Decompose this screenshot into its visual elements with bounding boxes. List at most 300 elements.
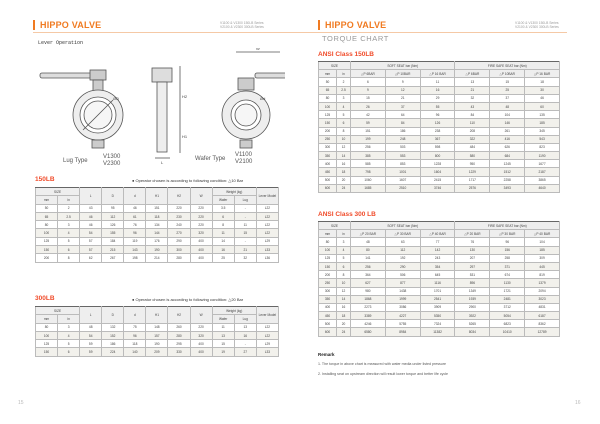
table-cell: 59 bbox=[80, 340, 102, 348]
table-cell: 627 bbox=[351, 279, 386, 287]
table-cell: FIRE SAFE SEAT bar (Nm) bbox=[455, 62, 560, 70]
table-row bbox=[36, 348, 279, 356]
table-cell: 57 bbox=[80, 237, 102, 245]
table-cell: 14 bbox=[212, 237, 234, 245]
table-cell: - bbox=[234, 212, 256, 220]
table-cell: 55 bbox=[420, 102, 455, 110]
table-cell: - bbox=[234, 340, 256, 348]
table-cell: 6 bbox=[337, 119, 351, 127]
table-cell: L22 bbox=[256, 229, 278, 237]
table-row bbox=[319, 238, 560, 246]
table-cell: 5 bbox=[58, 237, 80, 245]
table-cell: 1349 bbox=[455, 287, 490, 295]
table-cell: 11 bbox=[420, 78, 455, 86]
brand-logo: HIPPO VALVE bbox=[318, 20, 386, 30]
table-cell: 238 bbox=[420, 127, 455, 135]
table-cell: 585 bbox=[351, 160, 386, 168]
table-row bbox=[319, 328, 560, 336]
table-cell: Wafer bbox=[212, 196, 234, 204]
table-cell: 59 bbox=[80, 348, 102, 356]
table-cell: H1 bbox=[146, 307, 168, 324]
table-cell: 84 bbox=[455, 111, 490, 119]
table-cell: 84 bbox=[385, 119, 420, 127]
table-cell: 1717 bbox=[455, 176, 490, 184]
table-cell: L22 bbox=[256, 221, 278, 229]
table-cell: 220 bbox=[190, 323, 212, 331]
table-cell: 400 bbox=[190, 246, 212, 254]
table-cell: 150 bbox=[36, 348, 58, 356]
table-cell: 9 bbox=[351, 86, 386, 94]
table-cell: 59 bbox=[351, 119, 386, 127]
series-line: V2100 & V2300 300LB Series bbox=[220, 25, 264, 29]
table-cell: in bbox=[337, 230, 351, 238]
table-cell: 75 bbox=[124, 323, 146, 331]
table-cell: 684 bbox=[490, 152, 525, 160]
table-cell: 118 bbox=[146, 212, 168, 220]
wafer-type-label: Wafer Type bbox=[195, 156, 226, 162]
table-cell: 600 bbox=[319, 328, 337, 336]
table-cell: 6187 bbox=[525, 312, 560, 320]
table-cell: 503 bbox=[385, 143, 420, 151]
table-cell: 32 bbox=[234, 254, 256, 262]
table-cell: mm bbox=[319, 70, 337, 78]
table-cell: 450 bbox=[319, 312, 337, 320]
table-cell: 6 bbox=[212, 212, 234, 220]
table-cell: FIRE SAFE SEAT bar (Nm) bbox=[455, 222, 560, 230]
table-cell: 125 bbox=[36, 237, 58, 245]
table-cell: 8 bbox=[212, 221, 234, 229]
table-cell: 267 bbox=[102, 254, 124, 262]
table-cell: D bbox=[102, 188, 124, 205]
table-cell: △P 30 BAR bbox=[385, 230, 420, 238]
table-cell: 320 bbox=[190, 229, 212, 237]
table-cell: 215 bbox=[102, 246, 124, 254]
table-cell: 1868 bbox=[351, 295, 386, 303]
table-cell: 553 bbox=[385, 152, 420, 160]
table-row bbox=[319, 295, 560, 303]
table-cell: 13 bbox=[212, 331, 234, 339]
table-cell: 6823 bbox=[490, 320, 525, 328]
table-cell: H2 bbox=[168, 188, 190, 205]
table-cell: △P 16 BAR bbox=[525, 70, 560, 78]
table-cell: 126 bbox=[102, 221, 124, 229]
table-cell: 1939 bbox=[455, 295, 490, 303]
table-cell: 1228 bbox=[420, 160, 455, 168]
table-cell: 46 bbox=[80, 212, 102, 220]
table-cell: 600 bbox=[319, 184, 337, 192]
operator-note-text: Operator chosen is according to following condition: △20 Bar bbox=[135, 297, 244, 302]
operator-note: ● Operator chosen is according to following condition: △10 Bar bbox=[132, 178, 244, 183]
table-cell: 500 bbox=[319, 320, 337, 328]
table-cell: SOFT SEAT bar (Nm) bbox=[351, 222, 455, 230]
table-cell: mm bbox=[36, 315, 58, 323]
table-cell: L33 bbox=[256, 246, 278, 254]
table-cell: 2.5 bbox=[337, 86, 351, 94]
table-header-row bbox=[36, 307, 279, 315]
table-cell: 980 bbox=[351, 287, 386, 295]
table-cell: 250 bbox=[319, 279, 337, 287]
table-cell: 140 bbox=[124, 348, 146, 356]
valve-drawing bbox=[35, 48, 285, 173]
table-cell: △P 40 BAR bbox=[525, 230, 560, 238]
table-cell: 95 bbox=[102, 204, 124, 212]
section-title: Lever Operation bbox=[38, 40, 84, 46]
table-cell: 8984 bbox=[385, 328, 420, 336]
table-cell: 2 bbox=[337, 78, 351, 86]
table-cell: 12 bbox=[337, 287, 351, 295]
table-cell: 258 bbox=[490, 254, 525, 262]
table-cell: 5 bbox=[337, 254, 351, 262]
table-cell: in bbox=[58, 196, 80, 204]
table-cell: 104 bbox=[490, 111, 525, 119]
table-cell: 11 bbox=[212, 323, 234, 331]
table-cell: L36 bbox=[256, 254, 278, 262]
table-cell: 500 bbox=[319, 176, 337, 184]
table-cell: 240 bbox=[168, 221, 190, 229]
table-cell: 385 bbox=[351, 152, 386, 160]
table-cell: 2258 bbox=[490, 176, 525, 184]
table-cell: 8 bbox=[337, 127, 351, 135]
table-cell: 144 bbox=[146, 229, 168, 237]
table-cell: 224 bbox=[102, 348, 124, 356]
table-150lb-title: 150LB bbox=[35, 176, 55, 183]
table-cell: d bbox=[124, 307, 146, 324]
table-cell: 877 bbox=[385, 279, 420, 287]
table-cell: 6580 bbox=[351, 328, 386, 336]
table-cell: 260 bbox=[168, 323, 190, 331]
table-cell: △P 10BAR bbox=[385, 70, 420, 78]
table-cell: 506 bbox=[385, 271, 420, 279]
table-cell: 5350 bbox=[420, 312, 455, 320]
table-cell: 800 bbox=[420, 152, 455, 160]
table-cell: 42 bbox=[351, 111, 386, 119]
table-cell: 400 bbox=[190, 340, 212, 348]
table-cell: 309 bbox=[525, 254, 560, 262]
table-cell: 243 bbox=[420, 254, 455, 262]
table-cell: 24 bbox=[337, 328, 351, 336]
table-cell: 4 bbox=[58, 331, 80, 339]
table-cell: D bbox=[102, 307, 124, 324]
table-cell: 76 bbox=[455, 238, 490, 246]
table-cell: 151 bbox=[146, 204, 168, 212]
dim-H2: H2 bbox=[182, 94, 188, 99]
table-cell: 13 bbox=[234, 323, 256, 331]
table-cell: 80 bbox=[319, 238, 337, 246]
table-cell: 15 bbox=[234, 229, 256, 237]
table-cell: 950 bbox=[455, 160, 490, 168]
table-row bbox=[36, 221, 279, 229]
table-cell: 5 bbox=[58, 340, 80, 348]
table-cell: 300 bbox=[319, 287, 337, 295]
table-row bbox=[319, 119, 560, 127]
table-cell: 295 bbox=[168, 340, 190, 348]
table-cell: 157 bbox=[146, 331, 168, 339]
table-row bbox=[319, 279, 560, 287]
table-cell: L bbox=[80, 188, 102, 205]
table-cell: 48 bbox=[490, 102, 525, 110]
table-cell: W bbox=[190, 188, 212, 205]
table-cell: 100 bbox=[36, 229, 58, 237]
table-cell: 2481 bbox=[490, 295, 525, 303]
table-cell: - bbox=[234, 204, 256, 212]
table-cell: 220 bbox=[190, 204, 212, 212]
table-cell: 400 bbox=[319, 303, 337, 311]
table-cell: 185 bbox=[525, 119, 560, 127]
table-cell: 50 bbox=[36, 204, 58, 212]
table-cell: 60 bbox=[525, 102, 560, 110]
torque-table-150lb bbox=[318, 61, 560, 193]
table-cell: 46 bbox=[124, 204, 146, 212]
table-cell: 43 bbox=[455, 102, 490, 110]
table-cell: 77 bbox=[420, 238, 455, 246]
torque-300lb-title: ANSI Class 300 LB bbox=[318, 211, 376, 218]
table-cell: W bbox=[190, 307, 212, 324]
table-row bbox=[319, 152, 560, 160]
table-cell: 152 bbox=[102, 331, 124, 339]
table-cell: 1604 bbox=[420, 168, 455, 176]
table-cell: 1721 bbox=[490, 287, 525, 295]
table-cell: 626 bbox=[490, 143, 525, 151]
table-cell: 3493 bbox=[490, 184, 525, 192]
table-cell: 1190 bbox=[525, 152, 560, 160]
table-cell: 132 bbox=[102, 323, 124, 331]
table-row bbox=[36, 246, 279, 254]
table-cell: 184 bbox=[102, 237, 124, 245]
table-cell: 330 bbox=[168, 348, 190, 356]
table-row bbox=[319, 271, 560, 279]
table-cell: 896 bbox=[455, 279, 490, 287]
table-cell: 320 bbox=[190, 331, 212, 339]
table-cell: 1701 bbox=[420, 287, 455, 295]
table-cell: 37 bbox=[490, 94, 525, 102]
lug-type-label: Lug Type bbox=[63, 158, 88, 164]
table-cell: 1685 bbox=[351, 184, 386, 192]
table-cell: 190 bbox=[146, 246, 168, 254]
table-cell: 8362 bbox=[525, 320, 560, 328]
table-cell: 371 bbox=[490, 262, 525, 270]
table-cell: △P 20 BAR bbox=[455, 230, 490, 238]
table-cell: 142 bbox=[420, 246, 455, 254]
table-cell: 350 bbox=[319, 295, 337, 303]
table-cell: 110 bbox=[455, 119, 490, 127]
table-header-row bbox=[319, 222, 560, 230]
table-cell: 3086 bbox=[385, 303, 420, 311]
table-cell: 819 bbox=[525, 271, 560, 279]
table-cell: 16 bbox=[212, 246, 234, 254]
table-cell: 261 bbox=[490, 127, 525, 135]
lug-model: V1300 bbox=[103, 154, 121, 160]
table-cell: d bbox=[124, 188, 146, 205]
table-cell: 21 bbox=[385, 94, 420, 102]
series-label bbox=[515, 21, 559, 29]
table-cell: L22 bbox=[256, 212, 278, 220]
table-cell: 2541 bbox=[420, 295, 455, 303]
table-cell: 3909 bbox=[420, 303, 455, 311]
table-cell: 26 bbox=[351, 102, 386, 110]
table-cell: 10 bbox=[337, 279, 351, 287]
table-row bbox=[319, 102, 560, 110]
table-row bbox=[36, 212, 279, 220]
table-cell: △P 40 BAR bbox=[420, 230, 455, 238]
table-cell: 18 bbox=[337, 312, 351, 320]
table-row bbox=[319, 246, 560, 254]
table-cell: 2094 bbox=[525, 287, 560, 295]
table-cell: 1512 bbox=[490, 168, 525, 176]
table-cell: 14 bbox=[337, 295, 351, 303]
table-cell: 199 bbox=[351, 135, 386, 143]
table-cell: 256 bbox=[351, 143, 386, 151]
table-row bbox=[319, 262, 560, 270]
table-cell: 176 bbox=[146, 237, 168, 245]
table-cell: 14 bbox=[337, 152, 351, 160]
table-cell: △P 16 BAR bbox=[420, 70, 455, 78]
table-cell: 19 bbox=[212, 348, 234, 356]
table-cell: 3 bbox=[58, 221, 80, 229]
table-cell: 146 bbox=[490, 119, 525, 127]
wafer-model: V1100 bbox=[235, 152, 252, 158]
table-cell: △P 6BAR bbox=[351, 70, 386, 78]
table-cell: 186 bbox=[102, 340, 124, 348]
table-cell: H2 bbox=[168, 307, 190, 324]
table-cell: 4 bbox=[58, 229, 80, 237]
table-cell: 10 bbox=[337, 135, 351, 143]
table-cell: 112 bbox=[102, 212, 124, 220]
table-300lb-title: 300LB bbox=[35, 295, 55, 302]
table-cell: △P 6BAR bbox=[455, 70, 490, 78]
table-cell: 80 bbox=[36, 323, 58, 331]
table-row bbox=[319, 168, 560, 176]
brand-logo: HIPPO VALVE bbox=[33, 20, 101, 30]
table-row bbox=[36, 237, 279, 245]
table-cell: L22 bbox=[256, 323, 278, 331]
table-cell: 150 bbox=[319, 119, 337, 127]
table-cell: 3922 bbox=[455, 312, 490, 320]
table-cell: 126 bbox=[420, 119, 455, 127]
table-cell: 2510 bbox=[385, 184, 420, 192]
series-line: V2100 & V2300 300LB Series bbox=[515, 25, 559, 29]
table-row bbox=[319, 320, 560, 328]
table-cell: 3389 bbox=[351, 312, 386, 320]
table-cell: 280 bbox=[168, 254, 190, 262]
table-cell: 364 bbox=[351, 271, 386, 279]
operator-note: ● Operator chosen is according to following condition: △20 Bar bbox=[132, 297, 244, 302]
table-row bbox=[319, 127, 560, 135]
table-cell: 30 bbox=[525, 86, 560, 94]
table-cell: △P 20 BAR bbox=[351, 230, 386, 238]
table-cell: 1130 bbox=[490, 279, 525, 287]
table-cell: 1677 bbox=[525, 160, 560, 168]
table-cell: 322 bbox=[455, 135, 490, 143]
table-cell: 220 bbox=[190, 212, 212, 220]
table-cell: H1 bbox=[146, 188, 168, 205]
table-cell: 80 bbox=[351, 246, 386, 254]
table-cell: 484 bbox=[455, 143, 490, 151]
table-cell: 190 bbox=[146, 340, 168, 348]
dim-d: Ød bbox=[260, 96, 266, 101]
table-cell: Lever Model bbox=[256, 188, 278, 205]
table-cell: 2 bbox=[58, 204, 80, 212]
table-row bbox=[319, 312, 560, 320]
table-cell: 12 bbox=[337, 143, 351, 151]
table-cell: 6 bbox=[351, 78, 386, 86]
table-cell: 130 bbox=[455, 246, 490, 254]
table-cell: 100 bbox=[36, 331, 58, 339]
table-cell: 8034 bbox=[455, 328, 490, 336]
table-cell: 48 bbox=[351, 238, 386, 246]
table-header-row bbox=[36, 188, 279, 196]
table-cell: 64 bbox=[385, 111, 420, 119]
table-cell: 18 bbox=[525, 78, 560, 86]
table-cell: 4640 bbox=[525, 184, 560, 192]
table-cell: 20 bbox=[337, 176, 351, 184]
table-cell: 1116 bbox=[420, 279, 455, 287]
table-cell: 37 bbox=[385, 102, 420, 110]
table-cell: 3 bbox=[337, 238, 351, 246]
table-cell: 16 bbox=[337, 160, 351, 168]
table-cell: 220 bbox=[168, 204, 190, 212]
operator-note-text: Operator chosen is according to following condition: △10 Bar bbox=[135, 178, 244, 183]
table-cell: 1438 bbox=[385, 287, 420, 295]
table-cell: 192 bbox=[385, 254, 420, 262]
table-cell: 54 bbox=[80, 331, 102, 339]
table-cell: 46 bbox=[525, 94, 560, 102]
table-cell: 125 bbox=[319, 254, 337, 262]
table-cell: 24 bbox=[337, 184, 351, 192]
table-cell: 230 bbox=[168, 212, 190, 220]
table-cell: 151 bbox=[351, 127, 386, 135]
table-cell: 80 bbox=[319, 94, 337, 102]
header-divider bbox=[300, 32, 567, 33]
table-cell: Weight (kg) bbox=[212, 307, 256, 315]
table-cell: 65 bbox=[319, 86, 337, 94]
table-row bbox=[36, 204, 279, 212]
wafer-model: V2100 bbox=[235, 159, 253, 165]
table-cell: L29 bbox=[256, 237, 278, 245]
table-cell: SIZE bbox=[36, 307, 80, 315]
table-cell: 2273 bbox=[351, 303, 386, 311]
table-cell: Lever Model bbox=[256, 307, 278, 324]
table-cell: 300 bbox=[319, 143, 337, 151]
table-cell: 100 bbox=[319, 246, 337, 254]
table-row bbox=[36, 254, 279, 262]
table-cell: L22 bbox=[256, 204, 278, 212]
table-cell: L bbox=[80, 307, 102, 324]
table-cell: 2.5 bbox=[58, 212, 80, 220]
table-cell: 6 bbox=[337, 262, 351, 270]
table-header-row bbox=[319, 230, 560, 238]
table-cell: 156 bbox=[490, 246, 525, 254]
table-cell: mm bbox=[36, 196, 58, 204]
table-cell: 220 bbox=[190, 221, 212, 229]
table-cell: 3746 bbox=[420, 184, 455, 192]
table-cell: 100 bbox=[319, 102, 337, 110]
table-cell: 43 bbox=[80, 204, 102, 212]
table-row bbox=[319, 94, 560, 102]
table-cell: 354 bbox=[420, 262, 455, 270]
table-cell: 2415 bbox=[420, 176, 455, 184]
table-row bbox=[319, 135, 560, 143]
series-label bbox=[220, 21, 264, 29]
table-row bbox=[319, 143, 560, 151]
table-cell: 1060 bbox=[351, 176, 386, 184]
table-cell: 141 bbox=[351, 254, 386, 262]
table-cell: SOFT SEAT bar (Nm) bbox=[351, 62, 455, 70]
table-cell: 16 bbox=[420, 86, 455, 94]
table-cell: 4 bbox=[337, 102, 351, 110]
table-cell: 450 bbox=[319, 168, 337, 176]
table-cell: 9 bbox=[385, 78, 420, 86]
table-cell: 12789 bbox=[525, 328, 560, 336]
